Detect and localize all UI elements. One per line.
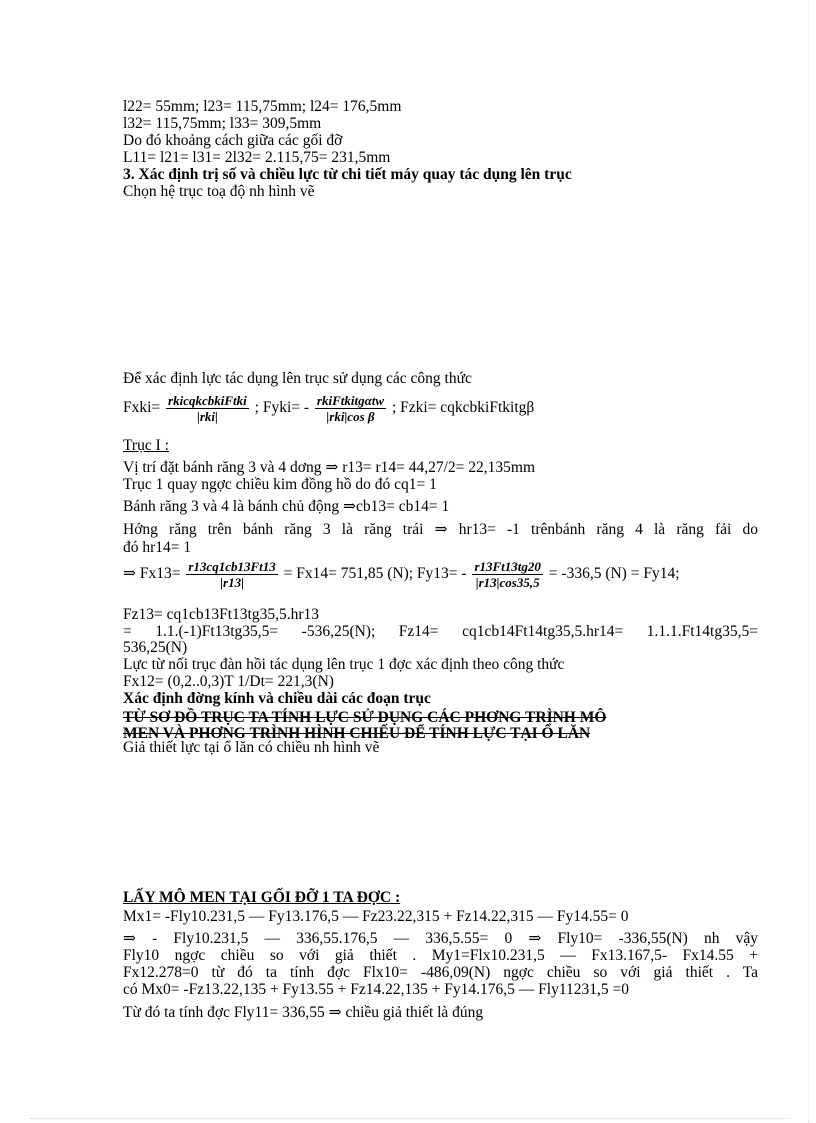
fraction-numerator: rkicqkcbkiFtki xyxy=(168,392,247,408)
formula-mid: ; Fyki= - xyxy=(254,399,310,416)
fraction-numerator: r13cq1cb13Ft13 xyxy=(188,558,276,574)
text-line: Mx1= -Fly10.231,5 — Fy13.176,5 — Fz23.22,315 + Fz14.22,315 — Fy14.55= 0 xyxy=(123,908,629,925)
text-line: = 1.1.(-1)Ft13tg35,5= -536,25(N); Fz14= cq1cb14Ft14tg35,5.hr14= 1.1.1.Ft14tg35,5= xyxy=(123,623,758,640)
formula-prefix: Fxki= xyxy=(123,399,161,416)
struck-heading-line: TỪ SƠ ĐỒ TRỤC TA TÍNH LỰC SỬ DỤNG CÁC PHƠNG TRÌNH MÔ xyxy=(123,709,607,726)
force-formula-x13 xyxy=(123,558,680,598)
text-line: có Mx0= -Fz13.22,135 + Fy13.55 + Fz14.22,135 + Fy14.176,5 — Fly11231,5 =0 xyxy=(123,981,629,998)
section-heading: 3. Xác định trị số và chiều lực từ chi tiết máy quay tác dụng lên trục xyxy=(123,166,572,183)
fraction-denominator: |r13|cos35,5 xyxy=(475,574,540,590)
text-line: Từ đó ta tính đợc Fly11= 336,55 ⇒ chiều giả thiết là đúng xyxy=(123,1004,484,1021)
formula-end: ; Fzki= cqkcbkiFtkitgβ xyxy=(391,399,535,416)
formula-mid: = Fx14= 751,85 (N); Fy13= - xyxy=(283,565,467,582)
formula-prefix: ⇒ Fx13= xyxy=(123,565,181,582)
fraction-denominator: |rki|cos β xyxy=(326,408,375,424)
fraction-denominator: |r13| xyxy=(220,574,244,590)
text-line: Vị trí đặt bánh răng 3 và 4 dơng ⇒ r13= r14= 44,27/2= 22,135mm xyxy=(123,459,536,476)
text-line: đó hr14= 1 xyxy=(123,539,192,556)
text-line: Giả thiết lực tại ổ lăn có chiều nh hình vẽ xyxy=(123,739,380,756)
fraction-denominator: |rki| xyxy=(196,408,218,424)
fraction xyxy=(186,559,277,590)
fraction xyxy=(166,393,249,424)
fraction-numerator: rkiFtkitgαtw xyxy=(316,392,385,408)
text-line: Fx12.278=0 từ đó ta tính đợc Flx10= -486,09(N) ngợc chiều so với giả thiết . Ta xyxy=(123,964,758,981)
text-line: L11= l21= l31= 2l32= 2.115,75= 231,5mm xyxy=(123,149,391,166)
force-formula xyxy=(123,392,534,428)
text-line: Hớng răng trên bánh răng 3 là răng trái ⇒ hr13= -1 trênbánh răng 4 là răng fải do xyxy=(123,521,758,538)
formula-end: = -336,5 (N) = Fy14; xyxy=(548,565,680,582)
fraction xyxy=(472,559,542,590)
text-line: Fx12= (0,2..0,3)T 1/Dt= 221,3(N) xyxy=(123,673,334,690)
fraction-numerator: r13Ft13tg20 xyxy=(474,558,541,574)
text-line: 536,25(N) xyxy=(123,639,188,656)
text-line: Lực từ nối trục đàn hồi tác dụng lên trục 1 đợc xác định theo công thức xyxy=(123,656,565,673)
page-right-border xyxy=(808,0,809,1123)
text-line: Fz13= cq1cb13Ft13tg35,5.hr13 xyxy=(123,606,320,623)
text-line: l22= 55mm; l23= 115,75mm; l24= 176,5mm xyxy=(123,98,402,115)
page-bottom-border xyxy=(30,1118,790,1119)
text-line: Bánh răng 3 và 4 là bánh chủ động ⇒cb13= cb14= 1 xyxy=(123,498,450,515)
text-line: Chọn hệ trục toạ độ nh hình vẽ xyxy=(123,183,315,200)
text-line: Trục 1 quay ngợc chiều kim đồng hồ do đó cq1= 1 xyxy=(123,476,437,493)
struck-heading-line: MEN VÀ PHƠNG TRÌNH HÌNH CHIẾU ĐỂ TÍNH LỰC TẠI Ổ LĂN xyxy=(123,725,591,742)
moment-heading: LẤY MÔ MEN TẠI GỐI ĐỠ 1 TA ĐỢC : xyxy=(123,889,401,906)
shaft-heading: Trục I : xyxy=(123,437,169,454)
text-line: Để xác định lực tác dụng lên trục sử dụng các công thức xyxy=(123,370,472,387)
text-line: l32= 115,75mm; l33= 309,5mm xyxy=(123,115,322,132)
text-line: ⇒ - Fly10.231,5 — 336,55.176,5 — 336,5.55= 0 ⇒ Fly10= -336,55(N) nh vậy xyxy=(123,930,758,947)
text-line: Do đó khoảng cách giữa các gối đỡ xyxy=(123,132,343,149)
fraction xyxy=(315,393,386,424)
text-line: Fly10 ngợc chiều so với giả thiết . My1=Flx10.231,5 — Fx13.167,5- Fx14.55 + xyxy=(123,947,758,964)
section-heading: Xác định đờng kính và chiều dài các đoạn trục xyxy=(123,690,431,707)
